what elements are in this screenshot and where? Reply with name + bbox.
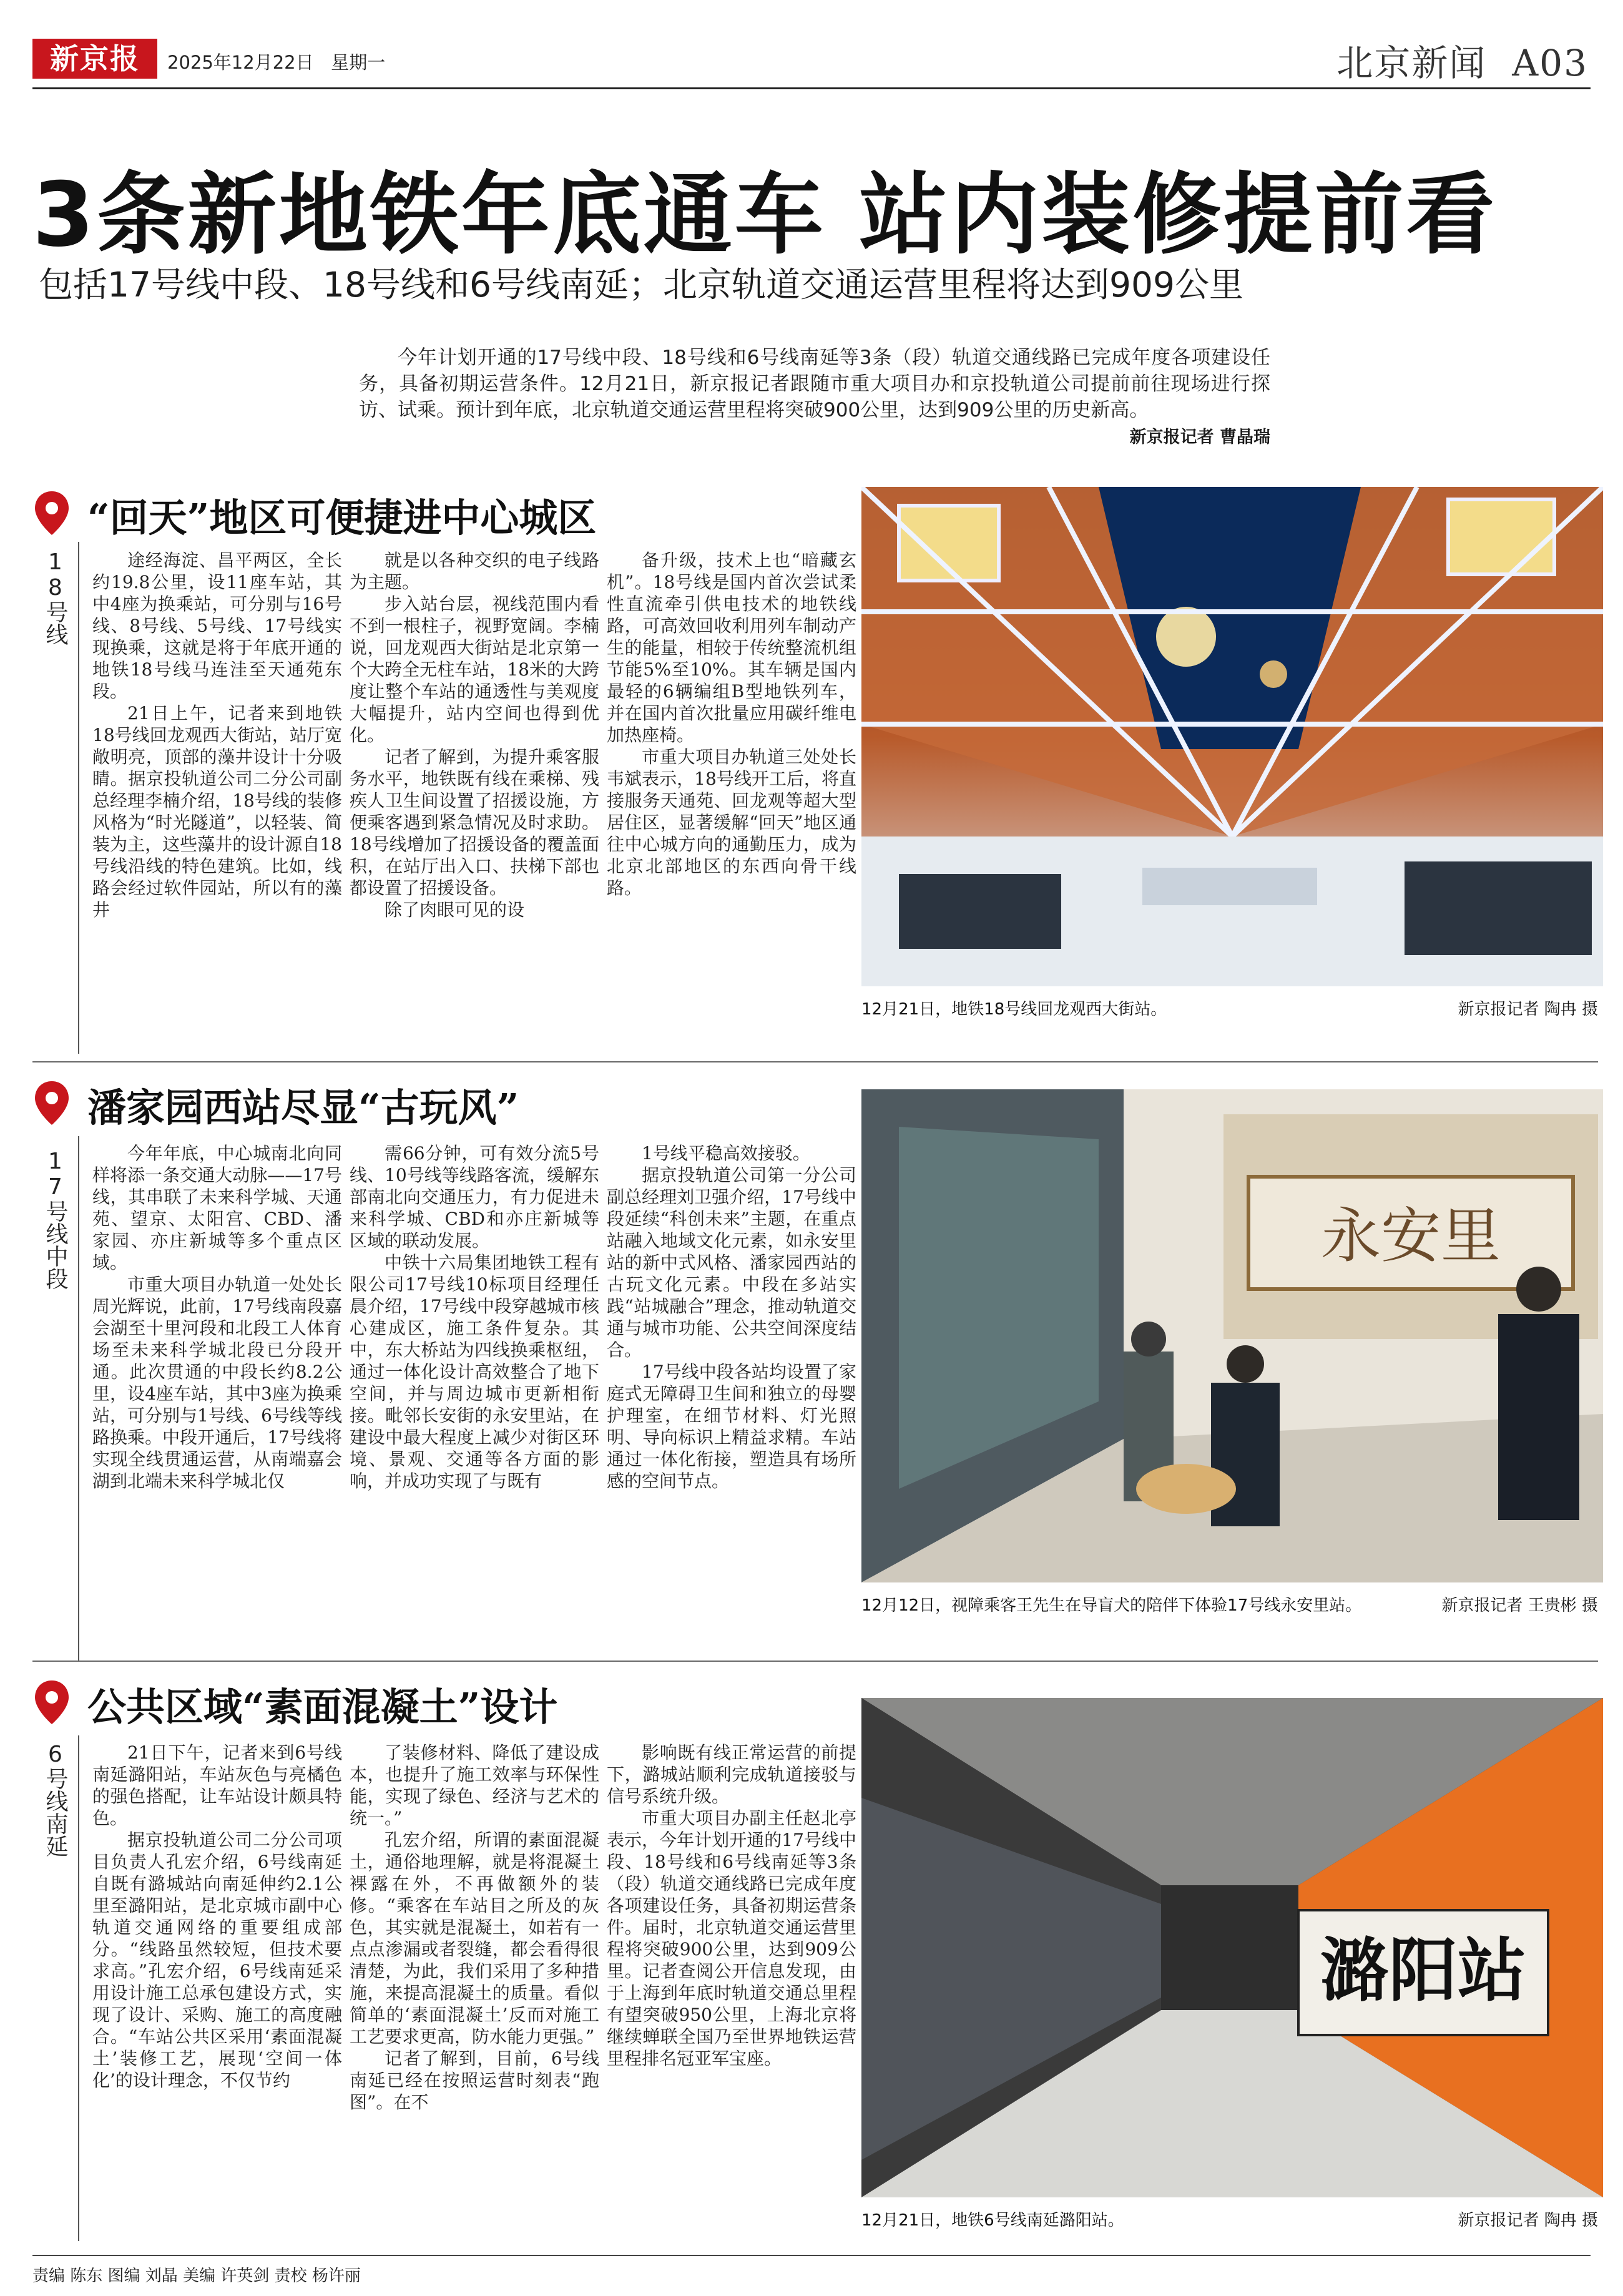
article-paragraph: 需66分钟，可有效分流5号线、10号线等线路客流，缓解东部南北向交通压力，有力促进未来科学城、CBD和亦庄新城等区域的联动发展。	[350, 1143, 599, 1251]
article-column	[607, 549, 856, 899]
ceiling-illustration	[861, 487, 1603, 986]
photo-credit: 新京报记者 陶冉 摄	[1458, 2211, 1598, 2230]
section-divider	[78, 542, 79, 1054]
photo-6-station	[861, 1698, 1603, 2197]
section-title-6: 公共区域“素面混凝土”设计	[87, 1684, 558, 1730]
article-column	[350, 1742, 599, 2113]
article-column	[92, 1742, 342, 2091]
intro-text: 今年计划开通的17号线中段、18号线和6号线南延等3条（段）轨道交通线路已完成年度各项建设任务，具备初期运营条件。12月21日，新京报记者跟随市重大项目办和京投轨道公司提前前往现场进行探访、试乘。预计到年底，北京轨道交通运营里程将突破900公里，达到909公里的历史新高。	[359, 346, 1270, 421]
article-paragraph: 据京投轨道公司二分公司项目负责人孔宏介绍，6号线南延自既有潞城站向南延伸约2.1公里至潞阳站，是北京城市副中心轨道交通网络的重要组成部分。“线路虽然较短，但技术要求高。”孔宏介绍，6号线南延采用设计施工总承包建设方式，实现了设计、采购、施工的高度融合。“车站公共区采用‘素面混凝土’装修工艺，展现‘空间一体化’的设计理念，不仅节约	[92, 1830, 342, 2091]
article-paragraph: 就是以各种交织的电子线路为主题。	[350, 550, 599, 592]
article-paragraph: 市重大项目办副主任赵北亭表示，今年计划开通的17号线中段、18号线和6号线南延等3条（段）轨道交通线路已完成年度各项建设任务，具备初期运营条件。届时，北京轨道交通运营里程将突破900公里，达到909公里。记者查阅公开信息发现，由于上海到年底时轨道交通总里程有望突破950公里，上海北京将继续蝉联全国乃至世界地铁运营里程排名冠亚军宝座。	[607, 1808, 856, 2069]
section-label	[1336, 34, 1588, 86]
section-separator	[32, 1061, 1598, 1062]
section-separator	[32, 1661, 1598, 1662]
article-paragraph: 中铁十六局集团地铁工程有限公司17号线10标项目经理任晨介绍，17号线中段穿越城市核心建成区，施工条件复杂。其中，东大桥站为四线换乘枢纽，通过一体化设计高效整合了地下空间，并与周边城市更新相衔接。毗邻长安街的永安里站，在建设中最大程度上减少对街区环境、景观、交通等各方面的影响，并成功实现了与既有	[350, 1252, 599, 1491]
article-paragraph: 孔宏介绍，所谓的素面混凝土，通俗地理解，就是将混凝土裸露在外，不再做额外的装修。“乘客在车站目之所及的灰色，其实就是混凝土，如若有一点点渗漏或者裂缝，都会看得很清楚，为此，我们采用了多种措施，来提高混凝土的质量。看似简单的‘素面混凝土’反而对施工工艺要求更高，防水能力更强。”	[350, 1830, 599, 2047]
article-paragraph: 市重大项目办轨道一处处长周光辉说，此前，17号线南段嘉会湖至十里河段和北段工人体育场至未来科学城北段已分段开通。此次贯通的中段长约8.2公里，设4座车站，其中3座为换乘站，可分别与1号线、6号线等线路换乘。中段开通后，17号线将实现全线贯通运营，从南端嘉会湖到北端未来科学城北仅	[92, 1274, 342, 1491]
photo-caption: 12月21日，地铁18号线回龙观西大街站。	[861, 1000, 1167, 1019]
section-divider	[78, 1735, 79, 2241]
masthead-rule	[32, 87, 1591, 89]
newspaper-logo: 新京报	[32, 39, 157, 79]
location-pin-icon	[32, 1080, 71, 1126]
article-column	[350, 1142, 599, 1492]
page-headline: 3条新地铁年底通车 站内装修提前看	[32, 164, 1498, 267]
article-paragraph: 1号线平稳高效接驳。	[642, 1143, 810, 1164]
article-paragraph: 据京投轨道公司第一分公司副总经理刘卫强介绍，17号线中段延续“科创未来”主题，在重点站融入地域文化元素，如永安里站的新中式风格、潘家园西站的古玩文化元素。中段在多站实践“站城融合”理念，推动轨道交通与城市功能、公共空间深度结合。	[607, 1165, 856, 1360]
article-column	[607, 1742, 856, 2069]
article-paragraph: 17号线中段各站均设置了家庭式无障碍卫生间和独立的母婴护理室，在细节材料、灯光照明、导向标识上精益求精。车站通过一体化衔接，塑造具有场所感的空间节点。	[607, 1361, 856, 1491]
station-sign-text: 永安里	[1321, 1201, 1501, 1271]
line-tag-6	[39, 1742, 71, 1857]
article-paragraph: 今年年底，中心城南北向同样将添一条交通大动脉——17号线，其串联了未来科学城、天通苑、望京、太阳宫、CBD、潘家园、亦庄新城等多个重点区域。	[92, 1143, 342, 1273]
page-number: A03	[1512, 42, 1588, 84]
section-title-18: “回天”地区可便捷进中心城区	[87, 495, 597, 541]
weekday-text: 星期一	[331, 52, 386, 73]
issue-date	[167, 49, 385, 74]
line-tag-17	[39, 1149, 71, 1290]
section-name: 北京新闻	[1336, 42, 1487, 84]
article-column	[350, 549, 599, 921]
article-paragraph: 备升级，技术上也“暗藏玄机”。18号线是国内首次尝试柔性直流牵引供电技术的地铁线路，可高效回收利用列车制动产生的能量，相较于传统整流机组节能5%至10%。其车辆是国内最轻的6辆编组B型地铁列车，并在国内首次批量应用碳纤维电加热座椅。	[607, 550, 856, 745]
location-pin-icon	[32, 1679, 71, 1725]
platform-illustration	[861, 1089, 1603, 1582]
location-pin-icon	[32, 490, 71, 536]
photo-caption: 12月21日，地铁6号线南延潞阳站。	[861, 2211, 1124, 2230]
article-paragraph: 途经海淀、昌平两区，全长约19.8公里，设11座车站，其中4座为换乘站，可分别与16号线、8号线、5号线、17号线实现换乘，这就是将于年底开通的地铁18号线马连洼至天通苑东段。	[92, 550, 342, 702]
article-paragraph: 步入站台层，视线范围内看不到一根柱子，视野宽阔。李楠说，回龙观西大街站是北京第一个大跨全无柱车站，18米的大跨度让整个车站的通透性与美观度大幅提升，站内空间也得到优化。	[350, 594, 599, 745]
article-paragraph: 了装修材料、降低了建设成本，也提升了施工效率与环保性能，实现了绿色、经济与艺术的统一。”	[350, 1742, 599, 1828]
photo-credit: 新京报记者 王贵彬 摄	[1441, 1596, 1598, 1615]
date-text: 2025年12月22日	[167, 52, 314, 73]
article-paragraph: 21日下午，记者来到6号线南延潞阳站，车站灰色与亮橘色的强色搭配，让车站设计颇具特色。	[92, 1742, 342, 1828]
photo-17-station	[861, 1089, 1603, 1582]
photo-18-station	[861, 487, 1603, 986]
station-sign-text: 潞阳站	[1320, 1931, 1526, 2011]
line-tag-text: 18号线	[42, 549, 68, 645]
photo-caption: 12月12日，视障乘客王先生在导盲犬的陪伴下体验17号线永安里站。	[861, 1596, 1362, 1615]
page-subhead: 包括17号线中段、18号线和6号线南延；北京轨道交通运营里程将达到909公里	[39, 265, 1243, 305]
article-column	[92, 1142, 342, 1492]
intro-paragraph	[359, 345, 1270, 423]
photo-credit: 新京报记者 陶冉 摄	[1458, 1000, 1598, 1019]
section-title-17: 潘家园西站尽显“古玩风”	[87, 1085, 519, 1131]
line-tag-text: 6号线南延	[42, 1742, 68, 1857]
line-tag-18	[39, 549, 71, 645]
editor-credits: 责编 陈东 图编 刘晶 美编 许英剑 责校 杨许丽	[32, 2267, 361, 2285]
article-paragraph: 记者了解到，为提升乘客服务水平，地铁既有线在乘梯、残疾人卫生间设置了招援设施，方便乘客遇到紧急情况及时求助。18号线增加了招援设备的覆盖面积，在站厅出入口、扶梯下部也都设置了招援设备。	[350, 747, 599, 898]
intro-byline: 新京报记者 曹晶瑞	[1129, 428, 1270, 447]
article-column	[92, 549, 342, 921]
section-divider	[78, 1136, 79, 1661]
footer-rule	[32, 2255, 1591, 2256]
article-column	[607, 1142, 856, 1492]
article-paragraph: 21日上午，记者来到地铁18号线回龙观西大街站，站厅宽敞明亮，顶部的藻井设计十分吸睛。据京投轨道公司二分公司副总经理李楠介绍，18号线的装修风格为“时光隧道”，以轻装、简装为主，这些藻井的设计源自18号线沿线的特色建筑。比如，线路会经过软件园站，所以有的藻井	[92, 703, 342, 920]
article-paragraph: 除了肉眼可见的设	[385, 900, 525, 920]
article-paragraph: 市重大项目办轨道三处处长韦斌表示，18号线开工后，将直接服务天通苑、回龙观等超大型居住区，显著缓解“回天”地区通往中心城方向的通勤压力，成为北京北部地区的东西向骨干线路。	[607, 747, 856, 898]
article-paragraph: 影响既有线正常运营的前提下，潞城站顺利完成轨道接驳与信号系统升级。	[607, 1742, 856, 1807]
line-tag-text: 17号线中段	[42, 1149, 68, 1290]
platform-illustration	[861, 1698, 1603, 2197]
article-paragraph: 记者了解到，目前，6号线南延已经在按照运营时刻表“跑图”。在不	[350, 2048, 599, 2112]
